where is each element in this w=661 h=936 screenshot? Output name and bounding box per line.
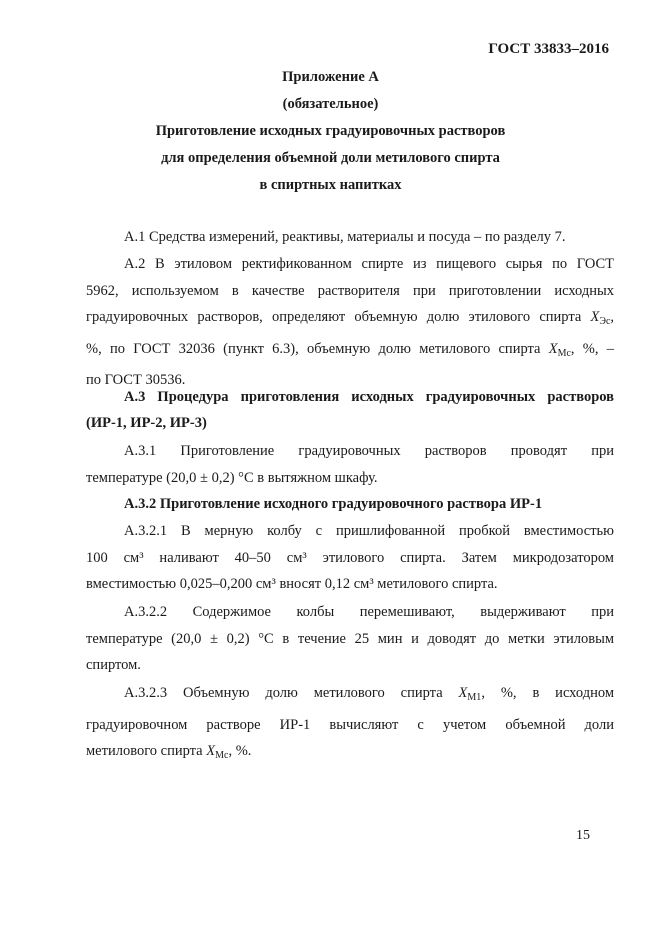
paragraph-a31-line1: А.3.1 Приготовление градуировочных растворов проводят при <box>124 443 614 459</box>
appendix-subtitle-line3: в спиртных напитках <box>259 177 402 193</box>
sub-ms-2: Мс <box>215 750 229 761</box>
appendix-subtitle-line2: для определения объемной доли метилового спирта <box>161 150 500 166</box>
paragraph-a321-line3: вместимостью 0,025–0,200 см³ вносят 0,12 см³ метилового спирта. <box>86 576 498 592</box>
var-x-ms-2: X <box>206 743 216 759</box>
paragraph-a321-line2: 100 см³ наливают 40–50 см³ этилового спирта. Затем микродозатором <box>86 549 614 566</box>
paragraph-a323-line2: градуировочном растворе ИР-1 вычисляют с учетом объемной доли <box>86 716 614 733</box>
heading-a3-line1: А.3 Процедура приготовления исходных градуировочных растворов <box>124 389 614 405</box>
paragraph-a2-line5: по ГОСТ 30536. <box>86 372 186 388</box>
paragraph-a31-line2: температуре (20,0 ± 0,2) °С в вытяжном шкафу. <box>86 469 378 486</box>
heading-a3-line2: (ИР-1, ИР-2, ИР-3) <box>86 415 207 431</box>
paragraph-a31 <box>86 438 614 491</box>
document-code: ГОСТ 33833–2016 <box>488 41 609 57</box>
paragraph-a323-line3-end: , %. <box>228 743 252 759</box>
paragraph-a2 <box>86 251 614 394</box>
page-number: 15 <box>576 828 590 843</box>
paragraph-a322 <box>86 599 614 679</box>
paragraph-a2-line3-end: , <box>610 309 615 325</box>
heading-a32: А.3.2 Приготовление исходного градуировочного раствора ИР-1 <box>124 496 543 512</box>
paragraph-a321 <box>86 518 614 598</box>
paragraph-a2-line4-text: %, по ГОСТ 32036 (пункт 6.3), объемную долю метилового спирта <box>86 340 541 357</box>
paragraph-a1 <box>86 224 614 251</box>
paragraph-a2-line3-text: градуировочных растворов, определяют объемную долю этилового спирта <box>86 309 582 325</box>
sub-m1: М1 <box>467 692 482 703</box>
paragraph-a323-line1-text: А.3.2.3 Объемную долю метилового спирта <box>124 685 443 701</box>
paragraph-a321-line1: А.3.2.1 В мерную колбу с пришлифованной пробкой вместимостью <box>124 523 614 539</box>
paragraph-a323-line3-text: метилового спирта <box>86 743 203 759</box>
appendix-title: Приложение А <box>282 69 379 85</box>
paragraph-a2-line1: А.2 В этиловом ректификованном спирте из пищевого сырья по ГОСТ <box>124 256 614 272</box>
paragraph-a2-line3 <box>86 304 614 336</box>
paragraph-a322-line1: А.3.2.2 Содержимое колбы перемешивают, выдерживают при <box>124 604 614 620</box>
appendix-subtitle-line1: Приготовление исходных градуировочных растворов <box>155 123 506 139</box>
paragraph-a323 <box>86 680 614 770</box>
var-x-m1: X <box>458 685 468 701</box>
appendix-status: (обязательное) <box>282 96 379 112</box>
paragraph-a2-line2: 5962, используемом в качестве растворителя при приготовлении исходных <box>86 282 614 299</box>
paragraph-a323-line1-end: , %, в исходном <box>481 685 615 701</box>
paragraph-a322-line3: спиртом. <box>86 657 141 673</box>
paragraph-a323-line3 <box>86 738 614 770</box>
paragraph-a323-line1 <box>86 680 614 712</box>
paragraph-a322-line2: температуре (20,0 ± 0,2) °С в течение 25 мин и доводят до метки этиловым <box>86 630 614 647</box>
var-x-es: X <box>590 309 600 325</box>
paragraph-a1-text: А.1 Средства измерений, реактивы, материалы и посуда – по разделу 7. <box>124 229 566 245</box>
paragraph-a2-line4 <box>86 336 614 368</box>
paragraph-a2-line4-end: , %, – <box>570 340 614 357</box>
sub-ms: Мс <box>557 347 571 359</box>
sub-es: Эс <box>599 316 611 327</box>
var-x-ms: X <box>548 340 558 357</box>
